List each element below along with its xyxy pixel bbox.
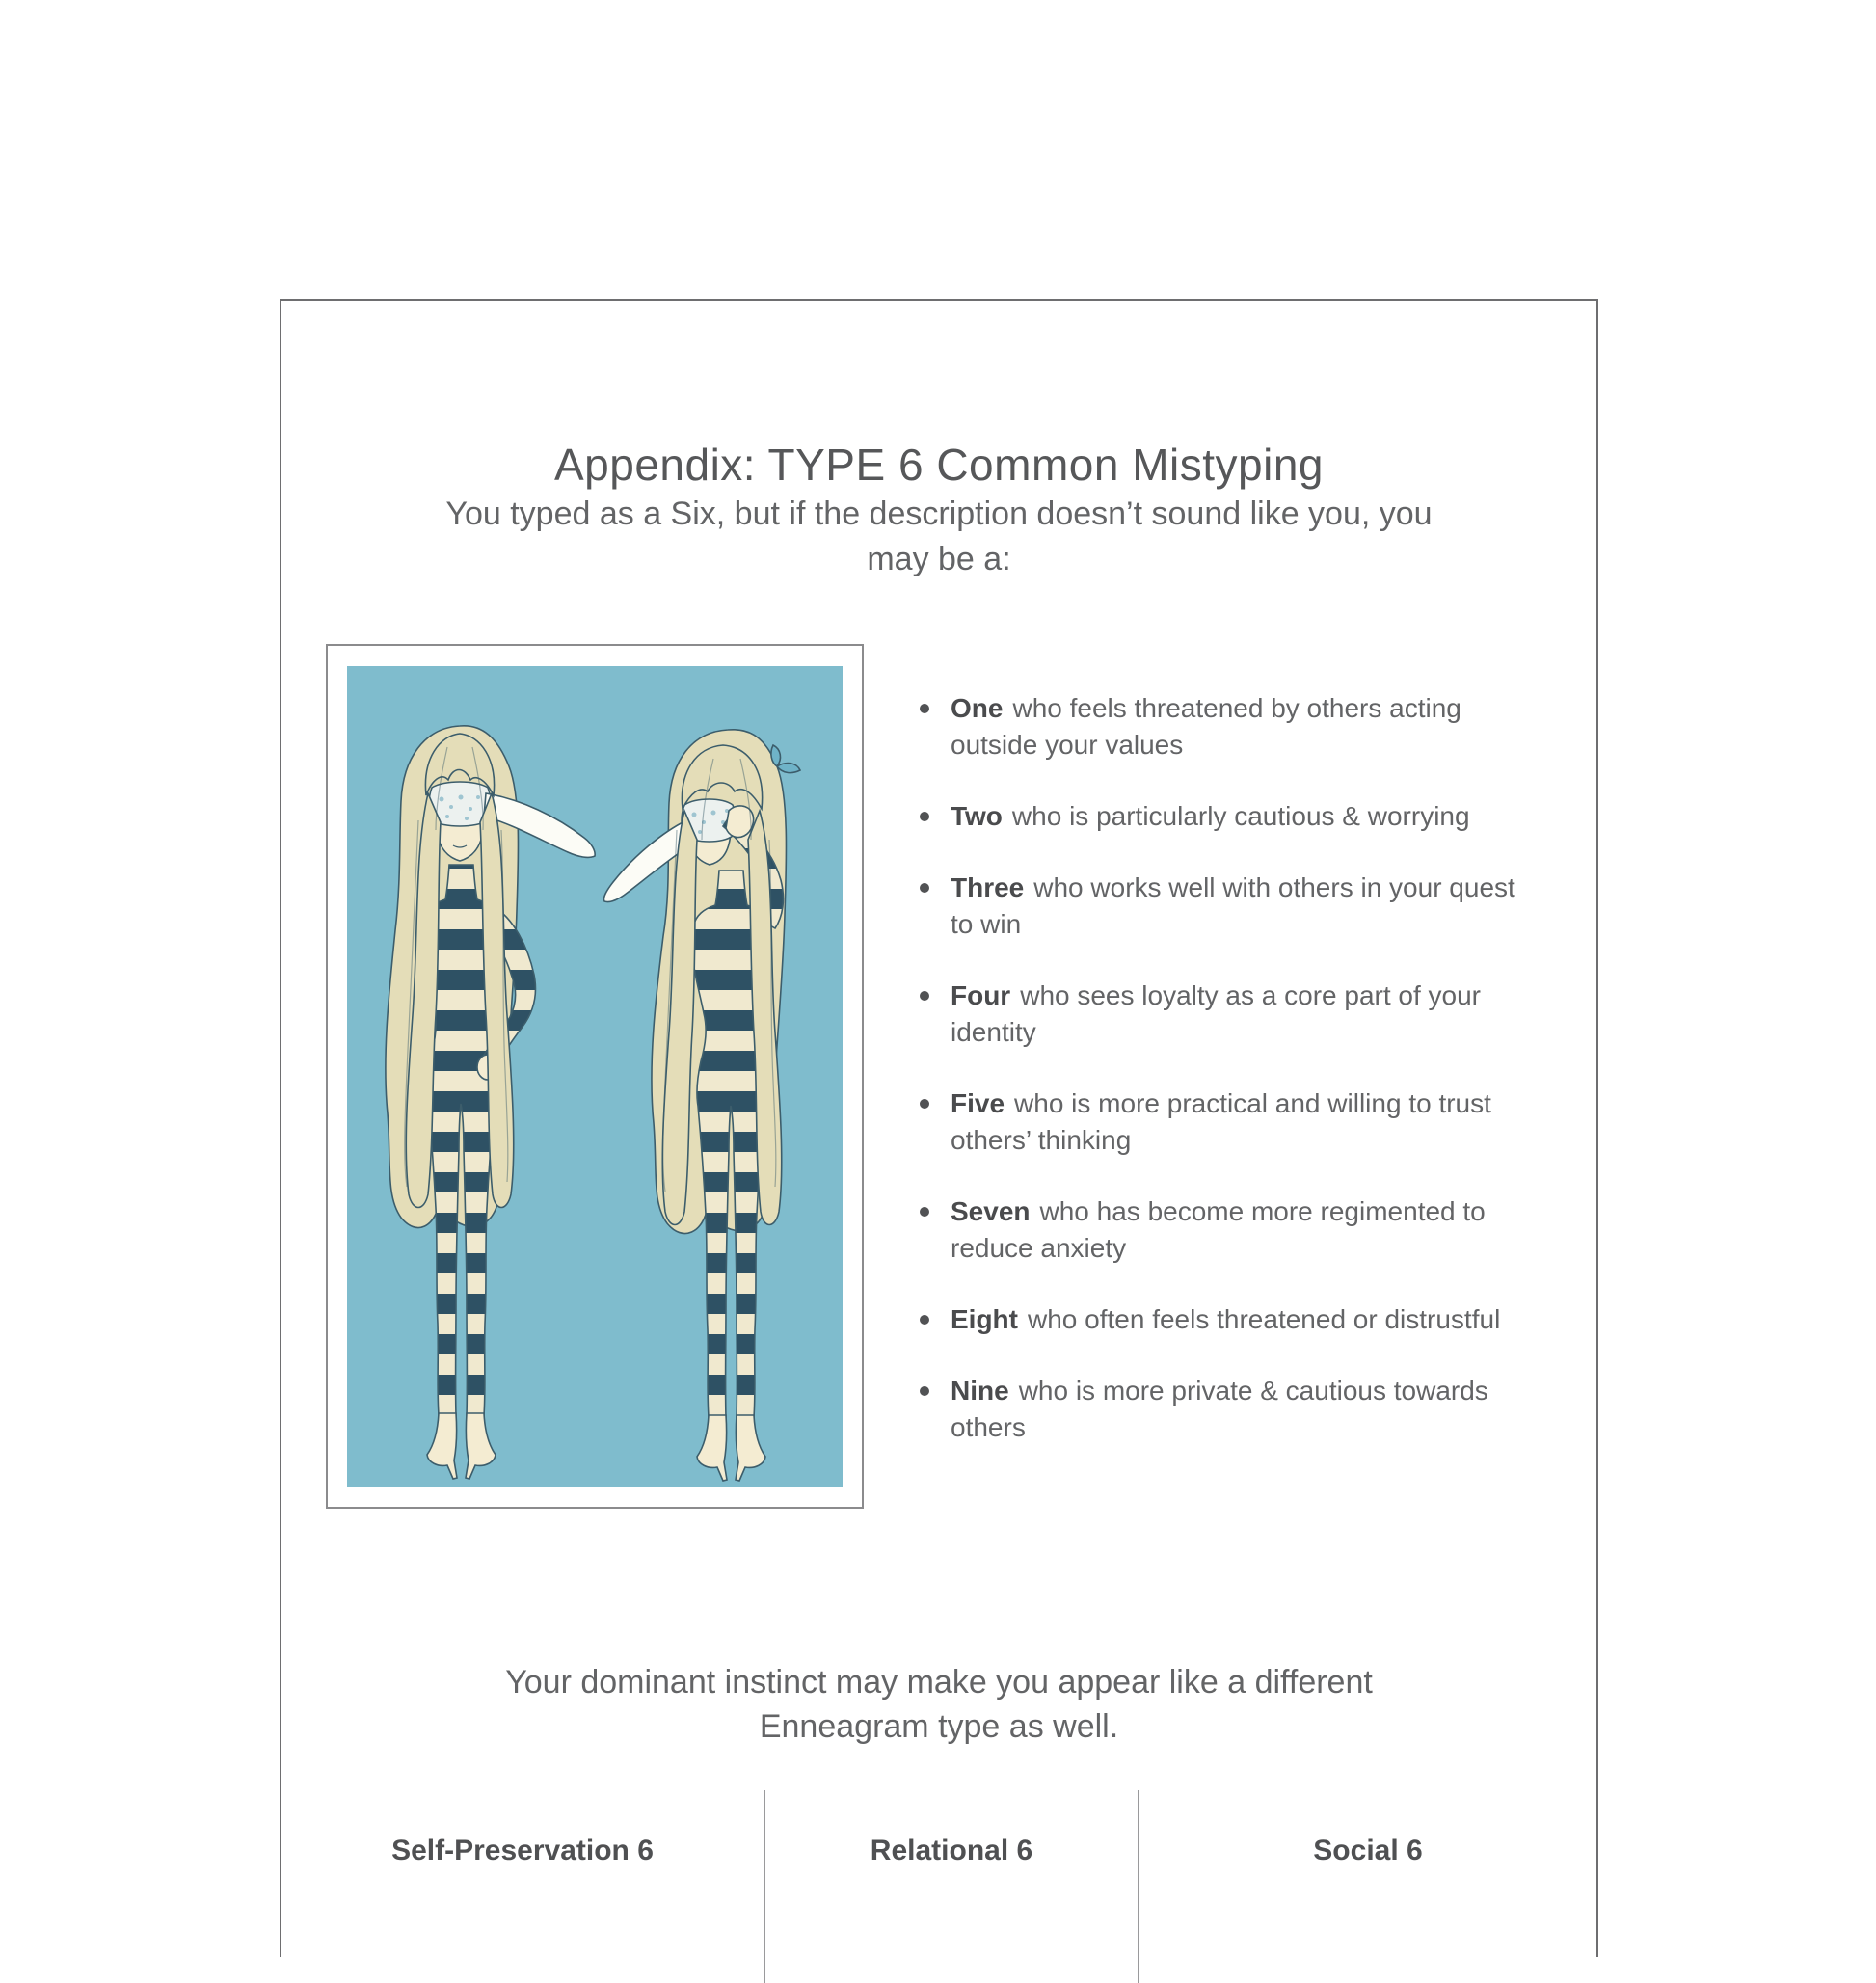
subtitle-line: You typed as a Six, but if the description doesn’t sound like you, you xyxy=(445,496,1433,532)
page-subtitle xyxy=(281,492,1596,582)
list-item xyxy=(918,690,1535,764)
list-item xyxy=(918,978,1535,1051)
illustration-frame xyxy=(326,644,864,1509)
type-name: Three xyxy=(951,872,1025,902)
type-name: Four xyxy=(951,980,1011,1010)
list-item xyxy=(918,870,1535,943)
type-description: who sees loyalty as a core part of your identity xyxy=(951,980,1482,1047)
type-description: who is particularly cautious & worrying xyxy=(1011,801,1470,831)
instinct-note xyxy=(281,1660,1596,1749)
type-description: who often feels threatened or distrustful xyxy=(1028,1304,1501,1334)
type-description: who feels threatened by others acting outside your values xyxy=(951,693,1461,760)
type-description: who has become more regimented to reduce anxiety xyxy=(951,1196,1486,1263)
document-page xyxy=(280,299,1598,1957)
type-name: Five xyxy=(951,1088,1005,1118)
type-name: Nine xyxy=(951,1376,1009,1406)
list-item xyxy=(918,798,1535,835)
page-title: Appendix: TYPE 6 Common Mistyping xyxy=(553,439,1324,490)
subtitle-line: may be a: xyxy=(867,541,1011,577)
type-name: One xyxy=(951,693,1004,723)
column-header-social-6: Social 6 xyxy=(1313,1835,1423,1866)
type-description: who is more practical and willing to trust others’ thinking xyxy=(951,1088,1491,1155)
list-item xyxy=(918,1301,1535,1338)
type-name: Seven xyxy=(951,1196,1031,1226)
list-item xyxy=(918,1373,1535,1446)
type-name: Two xyxy=(951,801,1003,831)
type-name: Eight xyxy=(951,1304,1018,1334)
column-header-self-preservation-6: Self-Preservation 6 xyxy=(391,1835,654,1866)
column-header-relational-6: Relational 6 xyxy=(764,1790,1139,1983)
instinct-note-line: Enneagram type as well. xyxy=(759,1708,1119,1745)
list-item xyxy=(918,1193,1535,1267)
list-item xyxy=(918,1085,1535,1159)
masked-figures-illustration xyxy=(347,666,843,1487)
mistype-list xyxy=(918,690,1535,1481)
type-description: who is more private & cautious towards others xyxy=(951,1376,1488,1442)
type-description: who works well with others in your quest to win xyxy=(951,872,1515,939)
subtype-columns xyxy=(281,1790,1596,1983)
instinct-note-line: Your dominant instinct may make you appear like a different xyxy=(505,1664,1373,1701)
